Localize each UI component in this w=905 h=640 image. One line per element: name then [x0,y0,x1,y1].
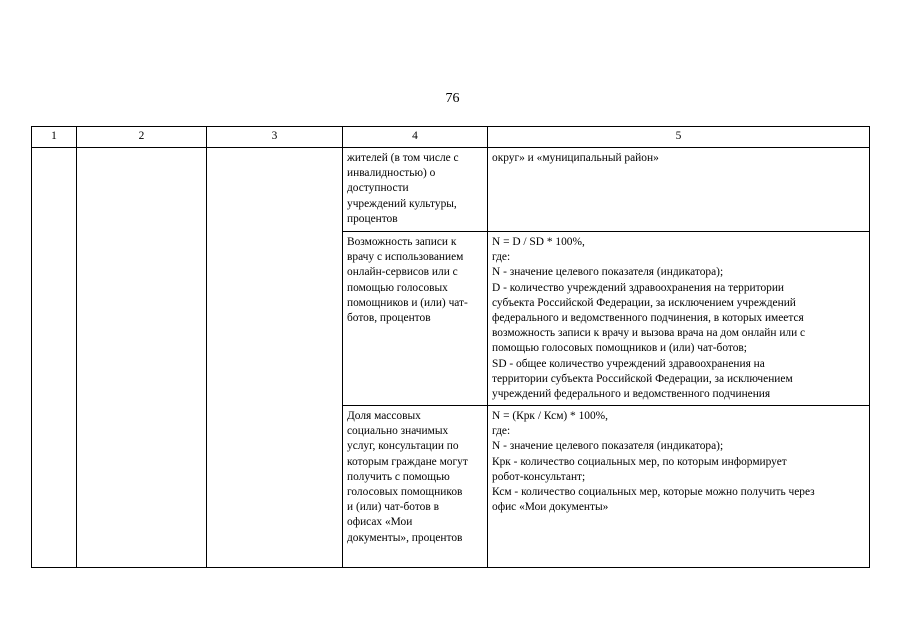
calculation-method-cell: N = (Крк / Ксм) * 100%, где: N - значение целевого показателя (индикатора); Крк - количество социальных мер, по которым информирует робот-консультант; Ксм - количество социальных мер, которые можно получить через офис «Мои документы» [488,406,870,568]
indicator-name-cell: жителей (в том числе с инвалидностью) о доступности учреждений культуры, процентов [343,148,488,232]
table-row [32,148,870,232]
indicators-table [31,126,870,568]
table-header-row [32,127,870,148]
calculation-method-cell: округ» и «муниципальный район» [488,148,870,232]
cell-col1 [32,148,77,568]
column-number-4: 4 [343,127,488,148]
column-number-3: 3 [207,127,343,148]
column-number-2: 2 [77,127,207,148]
calculation-method-cell: N = D / SD * 100%, где: N - значение целевого показателя (индикатора); D - количество учреждений здравоохранения на территории субъекта Российской Федерации, за исключением учреждений федерального и ведомственного подчинения, в которых имеется возможность записи к врачу и вызова врача на дом онлайн или с помощью голосовых помощников и (или) чат-ботов; SD - общее количество учреждений здравоохранения на территории субъекта Российской Федерации, за исключением учреждений федерального и ведомственного подчинения [488,232,870,406]
cell-col2 [77,148,207,568]
cell-col3 [207,148,343,568]
indicator-name-cell: Возможность записи к врачу с использованием онлайн-сервисов или с помощью голосовых помощников и (или) чат- ботов, процентов [343,232,488,406]
column-number-5: 5 [488,127,870,148]
indicator-name-cell: Доля массовых социально значимых услуг, консультации по которым граждане могут получить с помощью голосовых помощников и (или) чат-ботов в офисах «Мои документы», процентов [343,406,488,568]
page-number: 76 [445,91,460,106]
column-number-1: 1 [32,127,77,148]
